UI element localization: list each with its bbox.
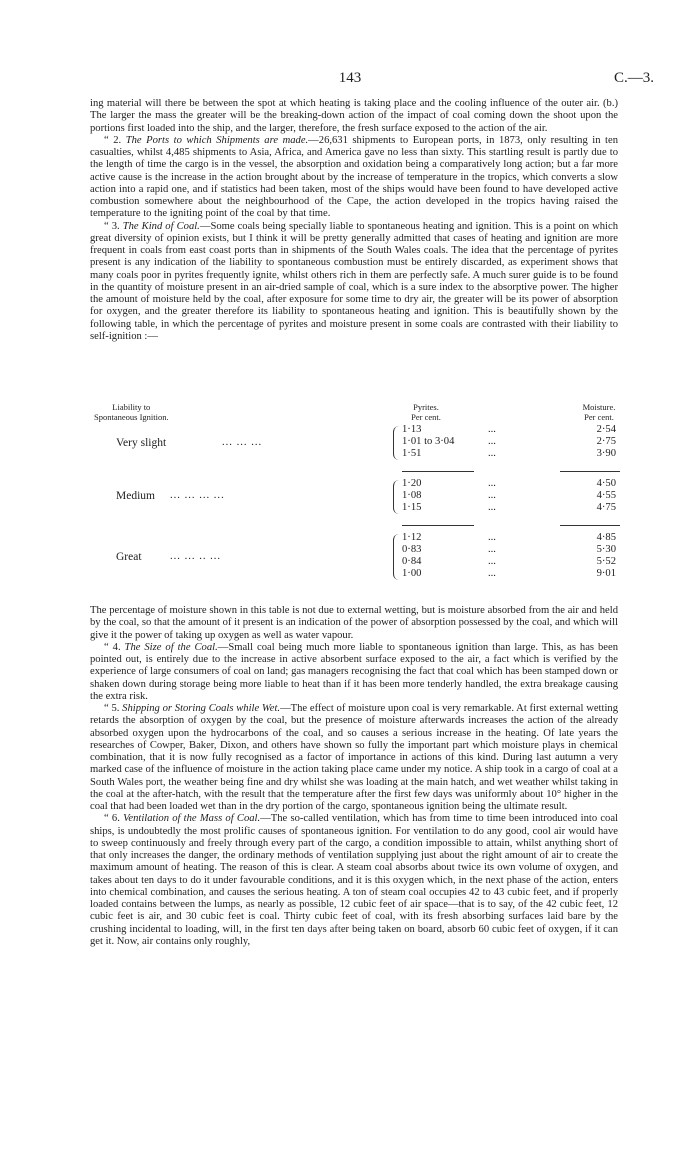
column-header-line: Spontaneous Ignition. (94, 412, 169, 422)
liability-table (90, 402, 618, 608)
leader-dots: ... (488, 556, 496, 567)
moisture-value: 2·75 (596, 436, 616, 447)
table-row (90, 478, 630, 490)
paragraph-text: —The effect of moisture upon coal is very remarkable. At first external wetting retards the absorption of oxygen by the coal, but the presence of moisture afterwards increases the action of the already absorbed oxygen upon the hydrocarbons of the coal, and so causes a serious increase in the heating. Of late years the researches of Cowper, Baker, Dixon, and others have shown so fully the important part which moisture plays in chemical combination, that it is now fully recognised as a factor of importance in actions of this kind. During last autumn a very marked case of the influence of moisture in the action taking place came under my notice. A ship took in a cargo of coal at a South Wales port, the weather being fine and dry whilst she was loading at the main hatch, and wet weather whilst taking in the coal at the after-hatch, with the result that the temperature after the first few days was uniformly about 10° higher in the coal that had been loaded wet than in the dry portion of the cargo, spontaneous ignition being the ultimate result. (90, 703, 618, 812)
pyrites-value: 1·01 to 3·04 (402, 436, 455, 447)
moisture-value: 4·75 (596, 502, 616, 513)
pyrites-value: 1·51 (402, 448, 422, 459)
moisture-value: 2·54 (596, 424, 616, 435)
paragraph-text: —26,631 shipments to European ports, in 1873, only resulting in ten casualties, whilst 4,485 shipments to Asia, Africa, and America gave no less than sixty. This startling result is partly due to the length of time the cargo is in the vessel, the absorption and oxidation being a comparatively long action; but a far more active cause is the increase in the action brought about by the increase of temperature in the tropics, which converts a slow action into a rapid one, and if statistics had been taken, most of the ships would have been found to have developed active combustion somewhere about the neighbourhood of the Cape, the action developed in the tropics having raised the temperature to the igniting point of the coal by that time. (90, 134, 618, 220)
table-group-very-slight (90, 424, 630, 464)
pyrites-value: 0·83 (402, 544, 422, 555)
column-header-liability (94, 402, 169, 422)
section-title-ventilation: Ventilation of the Mass of Coal. (123, 813, 261, 825)
column-header-moisture (574, 402, 624, 422)
pyrites-value: 1·12 (402, 532, 422, 543)
paragraph-continuation: ing material will there be between the spot at which heating is taking place and the cooling influence of the outer air. (b.) The larger the mass the greater will be the breaking-down action of the impact of coal coming down the shoot upon the portions first loaded into the ship, and the larger, therefore, the fresh surface exposed to the action of the air. (90, 98, 618, 134)
group-divider (402, 471, 474, 472)
table-group-medium (90, 478, 630, 518)
table-row (90, 556, 630, 568)
group-divider (402, 525, 474, 526)
paragraph-lead: “ 3. (104, 220, 123, 232)
moisture-value: 4·55 (596, 490, 616, 501)
column-header-line: Moisture. (582, 402, 616, 412)
paragraph-ports (90, 135, 618, 221)
body-text-top (90, 98, 618, 343)
leader-dots: ... (488, 490, 496, 501)
pyrites-value: 1·00 (402, 568, 422, 579)
paragraph-moisture-note: The percentage of moisture shown in this table is not due to external wetting, but is moisture absorbed from the air and held by the coal, so that the amount of it present is an indication of the power of absorption possessed by the coal, and which will give it the power of taking up oxygen as well as water vapour. (90, 605, 618, 641)
leader-dots: ... (488, 478, 496, 489)
table-row (90, 544, 630, 556)
leader-dots: ... ... .. ... (170, 551, 222, 562)
moisture-value: 4·85 (596, 532, 616, 543)
leader-dots: ... (488, 502, 496, 513)
section-title-shipping-wet: Shipping or Storing Coals while Wet. (122, 703, 281, 714)
paragraph-text: —Some coals being specially liable to spontaneous heating and ignition. This is a point on which great diversity of opinion exists, but I think it will be pretty generally admitted that cases of heating and ignition are more frequent in coals from east coast ports than in shipments of the South Wales coals. The idea that the percentage of pyrites present is any indication of the liability to spontaneous combustion must be entirely discarded, as experiment shows that many coals poor in pyrites frequently ignite, whilst others rich in them are perfectly safe. A much surer guide is to be found in the quantity of moisture present in an air-dried sample of coal, which is a sure index to the absorptive power. The higher the amount of moisture held by the coal, after exposure for some time to dry air, the greater will be its power of absorption for oxygen, and the greater therefore its liability to spontaneous heating and ignition. This is beautifully shown by the following table, in which the percentage of pyrites and moisture present in some coals are contrasted with their liability to self-ignition :— (90, 220, 618, 342)
section-title-kind-of-coal: The Kind of Coal. (122, 220, 200, 232)
column-header-line: Pyrites. (413, 402, 439, 412)
leader-dots: ... (488, 424, 496, 435)
paragraph-ventilation (90, 813, 618, 948)
table-row (90, 502, 630, 514)
paragraph-lead: “ 4. (104, 641, 125, 653)
group-label: Medium (116, 490, 155, 502)
pyrites-value: 1·20 (402, 478, 422, 489)
leader-dots: ... (488, 436, 496, 447)
group-label: Very slight (116, 437, 167, 449)
column-header-line: Liability to (112, 402, 151, 412)
table-row (90, 532, 630, 544)
body-text-bottom (90, 605, 618, 948)
leader-dots: ... (488, 568, 496, 579)
table-row (90, 568, 630, 580)
moisture-value: 9·01 (596, 568, 616, 579)
table-group-great (90, 532, 630, 586)
pyrites-value: 1·08 (402, 490, 422, 501)
paragraph-lead: “ 6. (104, 813, 124, 825)
table-row (90, 490, 630, 502)
group-divider (560, 525, 620, 526)
moisture-value: 4·50 (596, 478, 616, 489)
group-divider (560, 471, 620, 472)
column-header-line: Per cent. (584, 412, 614, 422)
paragraph-text: —Small coal being much more liable to spontaneous ignition than large. This, as has been pointed out, is entirely due to the increase in active absorbent surface exposed to the air, a fact which is verified by the experience of large consumers of coal on land; gas managers recognising the fact that coal which has been stamped down or shaken down during storage being more liable to heat than if it has been more tenderly handled, the extra breakage causing the extra risk. (90, 641, 618, 702)
leader-dots: ... ... ... ... (170, 490, 225, 501)
paragraph-kind-of-coal (90, 221, 618, 344)
leader-dots: ... (488, 532, 496, 543)
document-reference: C.—3. (613, 70, 654, 86)
leader-dots: ... (488, 544, 496, 555)
page-header (0, 70, 700, 90)
moisture-value: 5·52 (596, 556, 616, 567)
page-number: 143 (338, 70, 362, 86)
section-title-size-of-coal: The Size of the Coal. (124, 641, 218, 653)
paragraph-lead: “ 5. (104, 703, 123, 714)
moisture-value: 5·30 (596, 544, 616, 555)
pyrites-value: 1·15 (402, 502, 422, 513)
pyrites-value: 0·84 (402, 556, 422, 567)
table-row (90, 436, 630, 448)
leader-dots: ... (488, 448, 496, 459)
leader-dots: ... ... ... (222, 437, 263, 448)
table-row (90, 424, 630, 436)
section-title-ports: The Ports to which Shipments are made. (125, 134, 309, 146)
paragraph-lead: “ 2. (104, 134, 126, 146)
column-header-pyrites (396, 402, 456, 422)
moisture-value: 3·90 (596, 448, 616, 459)
table-row (90, 448, 630, 460)
paragraph-text: —The so-called ventilation, which has from time to time been introduced into coal ships, is undoubtedly the most prolific causes of spontaneous ignition. For ventilation to do any good, cool air would have to sweep continuously and freely through every part of the cargo, a condition impossible to attain, whilst anything short of that only increases the danger, the ordinary methods of ventilation supplying just about the right amount of air to create the maximum amount of heating. The reason of this is clear. A steam coal absorbs about twice its own volume of oxygen, and takes about ten days to do it under favourable conditions, and it is this oxygen which, in the next phase of the action, enters into chemical combination, and causes the serious heating. A ton of steam coal occupies 42 to 43 cubic feet, and if properly loaded contains between the lumps, as nearly as possible, 12 cubic feet of air space—that is to say, of the 42 cubic feet, 12 cubic feet is air, and 30 cubic feet is coal. Thirty cubic feet of coal, with its fresh absorbing surfaces laid bare by the crushing incidental to loading, will, in the first ten days after being taken on board, absorb 60 cubic feet of oxygen, if it can get it. Now, air contains only roughly, (90, 813, 618, 947)
column-header-line: Per cent. (411, 412, 441, 422)
paragraph-shipping-wet (90, 703, 618, 813)
paragraph-size-of-coal (90, 642, 618, 703)
group-label: Great (116, 551, 142, 563)
pyrites-value: 1·13 (402, 424, 422, 435)
